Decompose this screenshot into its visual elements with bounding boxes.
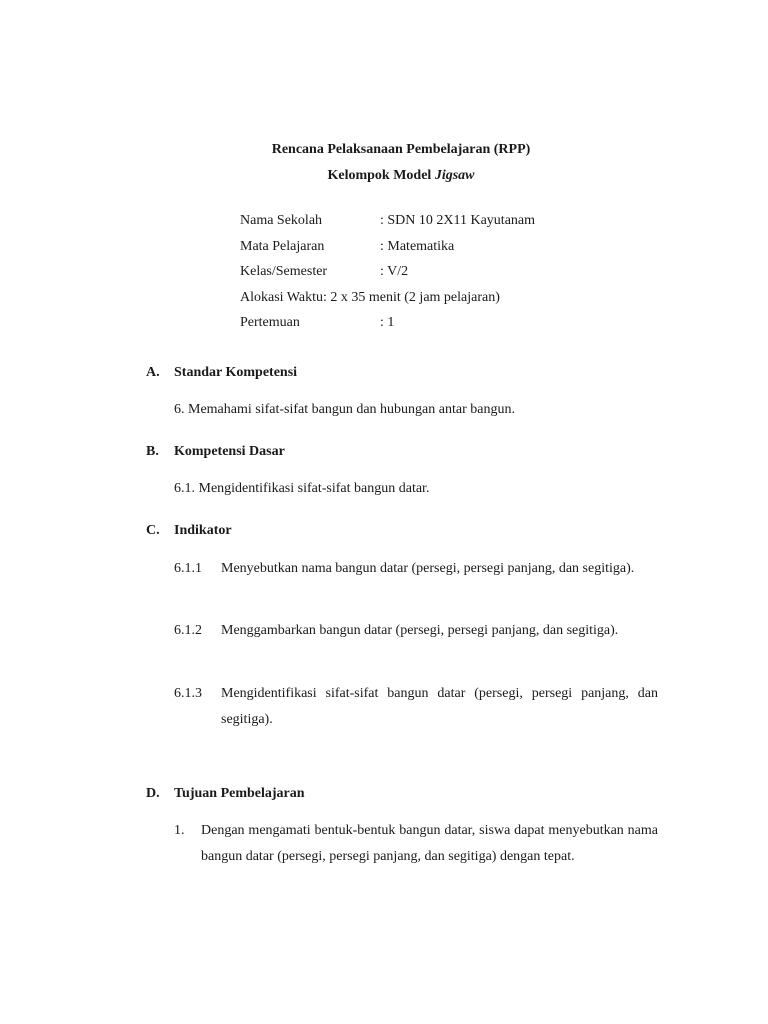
indicator-item: [174, 621, 658, 644]
info-value: : V/2: [380, 264, 409, 279]
title-line-1: Rencana Pelaksanaan Pembelajaran (RPP): [271, 142, 531, 157]
section-title: Kompetensi Dasar: [174, 444, 285, 459]
indicator-text: Menyebutkan nama bangun datar (persegi, persegi panjang, dan segitiga).: [221, 561, 635, 577]
identity-table: [240, 208, 535, 336]
info-label: Kelas/Semester: [240, 264, 328, 279]
indicator-number: 6.1.1: [174, 561, 202, 576]
indicator-text: Menggambarkan bangun datar (persegi, persegi panjang, dan segitiga).: [221, 623, 619, 639]
info-row-time: [240, 285, 535, 311]
indicator-number: 6.1.3: [174, 686, 202, 701]
info-label: Mata Pelajaran: [240, 238, 325, 254]
section-title: Standar Kompetensi: [174, 365, 298, 380]
section-a-text: 6. Memahami sifat-sifat bangun dan hubungan antar bangun.: [174, 402, 515, 417]
title-italic-model: Jigsaw: [434, 168, 475, 183]
section-letter: D.: [146, 786, 160, 801]
info-value: : SDN 10 2X11 Kayutanam: [380, 213, 536, 228]
section-letter: B.: [146, 444, 159, 459]
document-title: [0, 137, 768, 189]
section-title: Tujuan Pembelajaran: [174, 786, 305, 801]
indicator-number: 6.1.2: [174, 623, 202, 638]
section-letter: A.: [146, 365, 160, 380]
section-letter: C.: [146, 523, 160, 538]
title-prefix: Kelompok Model: [327, 168, 435, 183]
info-row-class: [240, 259, 535, 285]
info-value: : 2 x 35 menit (2 jam pelajaran): [323, 289, 500, 305]
info-row-meeting: [240, 310, 535, 336]
info-value: : Matematika: [380, 238, 455, 254]
goal-text: Dengan mengamati bentuk-bentuk bangun datar, siswa dapat menyebutkan nama bangun datar (persegi, persegi panjang, dan segitiga) dengan tepat.: [201, 823, 658, 864]
info-label: Alokasi Waktu: [240, 289, 323, 305]
info-label: Pertemuan: [240, 315, 300, 330]
section-c-heading: [146, 521, 232, 541]
section-b-heading: [146, 442, 285, 462]
section-d-heading: [146, 784, 305, 804]
goal-item: [174, 821, 658, 869]
info-label: Nama Sekolah: [240, 213, 323, 228]
info-row-subject: [240, 234, 535, 260]
indicator-item: [174, 559, 658, 582]
section-title: Indikator: [174, 523, 232, 538]
info-value: : 1: [380, 315, 395, 330]
section-a-heading: [146, 363, 297, 383]
goal-number: 1.: [174, 823, 185, 838]
section-b-text: 6.1. Mengidentifikasi sifat-sifat bangun datar.: [174, 481, 430, 496]
info-row-school: [240, 208, 535, 234]
title-line-2: [0, 163, 768, 189]
indicator-item: [174, 684, 658, 732]
indicator-text: Mengidentifikasi sifat-sifat bangun datar (persegi, persegi panjang, dan segitiga).: [221, 686, 658, 727]
